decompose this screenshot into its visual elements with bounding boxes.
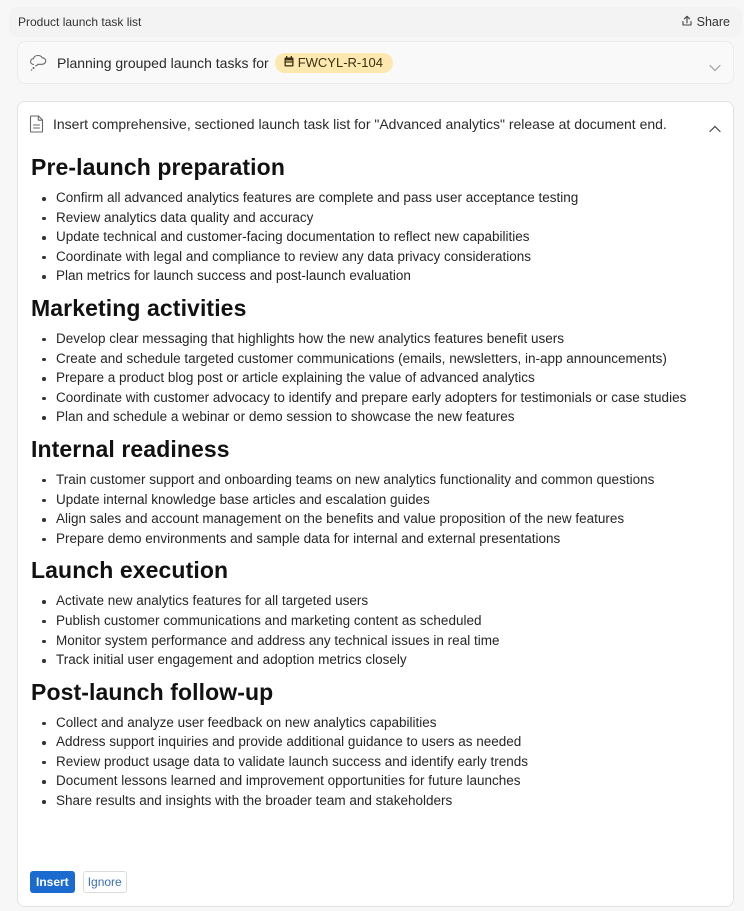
insert-button[interactable]: Insert [30, 871, 75, 893]
share-label: Share [696, 15, 730, 29]
section-heading: Launch execution [31, 557, 229, 584]
list-item: Track initial user engagement and adoption metrics closely [31, 650, 733, 670]
section-heading: Post-launch follow-up [31, 678, 274, 705]
section-heading: Internal readiness [31, 435, 230, 462]
suggestion-content [18, 146, 733, 811]
list-item: Create and schedule targeted customer communications (emails, newsletters, in-app announcements) [31, 349, 733, 369]
task-list [31, 188, 733, 286]
task-list [31, 591, 733, 669]
list-item: Plan and schedule a webinar or demo session to showcase the new features [31, 407, 733, 427]
suggestion-header[interactable] [18, 102, 733, 146]
list-item: Confirm all advanced analytics features are complete and pass user acceptance testing [31, 188, 733, 208]
list-item: Share results and insights with the broader team and stakeholders [31, 791, 733, 811]
list-item: Monitor system performance and address any technical issues in real time [31, 631, 733, 651]
ticket-label: FWCYL-R-104 [297, 55, 383, 70]
suggestion-title: Insert comprehensive, sectioned launch task list for "Advanced analytics" release at document end. [53, 116, 667, 132]
list-item: Plan metrics for launch success and post-launch evaluation [31, 266, 733, 286]
suggestion-actions [30, 871, 127, 893]
list-item: Review analytics data quality and accuracy [31, 208, 733, 228]
section-heading: Pre-launch preparation [31, 154, 285, 180]
thinking-text: Planning grouped launch tasks for [57, 54, 269, 71]
thought-bubble-icon [29, 54, 49, 72]
list-item: Prepare demo environments and sample data for internal and external presentations [31, 529, 733, 549]
list-item: Collect and analyze user feedback on new analytics capabilities [31, 713, 733, 733]
calendar-icon [284, 55, 294, 70]
list-item: Train customer support and onboarding teams on new analytics functionality and common questions [31, 470, 733, 490]
ticket-badge[interactable] [275, 53, 393, 73]
share-upload-icon [681, 15, 693, 30]
list-item: Address support inquiries and provide additional guidance to users as needed [31, 732, 733, 752]
section-heading: Marketing activities [31, 294, 247, 321]
list-item: Coordinate with customer advocacy to identify and prepare early adopters for testimonials or case studies [31, 388, 733, 408]
chevron-down-icon[interactable] [709, 59, 721, 67]
list-item: Update technical and customer-facing documentation to reflect new capabilities [31, 227, 733, 247]
list-item: Update internal knowledge base articles and escalation guides [31, 490, 733, 510]
task-list [31, 713, 733, 811]
list-item: Activate new analytics features for all targeted users [31, 591, 733, 611]
list-item: Prepare a product blog post or article explaining the value of advanced analytics [31, 368, 733, 388]
list-item: Develop clear messaging that highlights how the new analytics features benefit users [31, 329, 733, 349]
list-item: Align sales and account management on the benefits and value proposition of the new features [31, 509, 733, 529]
task-list [31, 329, 733, 427]
task-list [31, 470, 733, 548]
list-item: Coordinate with legal and compliance to review any data privacy considerations [31, 247, 733, 267]
ignore-button[interactable]: Ignore [83, 871, 127, 893]
list-item: Publish customer communications and marketing content as scheduled [31, 611, 733, 631]
document-icon [29, 115, 44, 133]
suggestion-card [17, 101, 734, 907]
thinking-row[interactable] [17, 41, 734, 84]
share-button[interactable] [681, 15, 730, 30]
document-title: Product launch task list [18, 15, 142, 29]
chevron-up-icon[interactable] [709, 120, 721, 128]
list-item: Review product usage data to validate launch success and identify early trends [31, 752, 733, 772]
document-header [9, 7, 742, 37]
list-item: Document lessons learned and improvement opportunities for future launches [31, 771, 733, 791]
